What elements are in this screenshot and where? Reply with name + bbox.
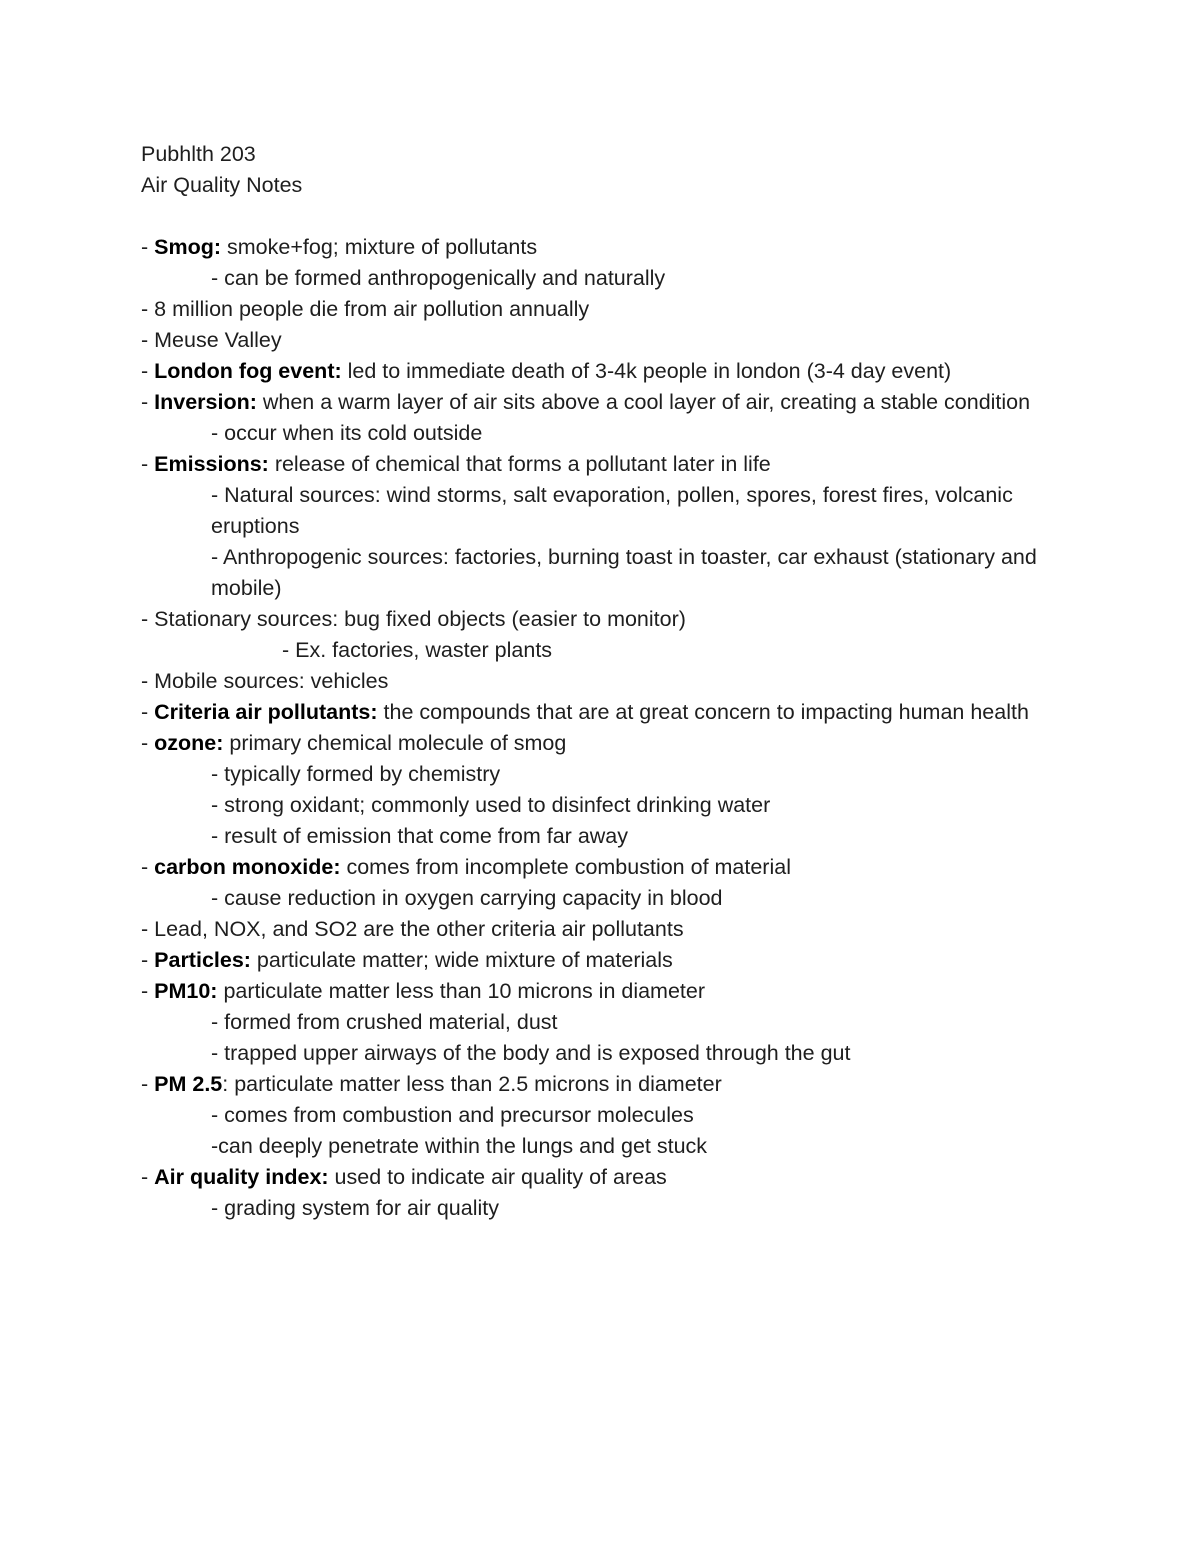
- bullet-dash: -: [141, 1072, 155, 1096]
- note-term: Smog:: [154, 235, 222, 259]
- bullet-dash: -: [211, 1134, 219, 1158]
- note-text: used to indicate air quality of areas: [328, 1165, 667, 1189]
- note-term: Air quality index:: [154, 1165, 329, 1189]
- course-title: Pubhlth 203: [141, 142, 256, 166]
- bullet-dash: -: [141, 917, 155, 941]
- bullet-dash: -: [141, 607, 155, 631]
- note-line: [141, 976, 1061, 1007]
- note-line: [141, 1162, 1061, 1193]
- note-line: [141, 294, 1061, 325]
- note-line: [141, 449, 1061, 480]
- note-line: [141, 1007, 1061, 1038]
- note-text: can be formed anthropogenically and naturally: [224, 266, 666, 290]
- note-term: ozone:: [154, 731, 224, 755]
- note-text: the compounds that are at great concern to impacting human health: [377, 700, 1029, 724]
- note-line: [141, 356, 1061, 387]
- note-text: formed from crushed material, dust: [224, 1010, 558, 1034]
- note-term: Inversion:: [154, 390, 257, 414]
- note-line: [141, 1069, 1061, 1100]
- note-line: [141, 1038, 1061, 1069]
- note-text: particulate matter less than 10 microns in diameter: [217, 979, 706, 1003]
- note-term: PM 2.5: [154, 1072, 223, 1096]
- note-line: [141, 914, 1061, 945]
- document-title: Air Quality Notes: [141, 173, 303, 197]
- note-term: Emissions:: [154, 452, 269, 476]
- bullet-dash: -: [282, 638, 296, 662]
- note-text: typically formed by chemistry: [224, 762, 501, 786]
- note-line: [141, 697, 1061, 728]
- note-line: [141, 666, 1061, 697]
- note-line: [141, 542, 1061, 604]
- note-text: comes from incomplete combustion of material: [340, 855, 791, 879]
- note-line: [141, 728, 1061, 759]
- note-term: Criteria air pollutants:: [154, 700, 378, 724]
- note-line: [141, 1131, 1061, 1162]
- note-text: Natural sources: wind storms, salt evaporation, pollen, spores, forest fires, volcanic eruptions: [211, 483, 1019, 538]
- note-line: [141, 1193, 1061, 1224]
- note-line: [141, 790, 1061, 821]
- bullet-dash: -: [141, 731, 155, 755]
- bullet-dash: -: [141, 700, 155, 724]
- note-term: carbon monoxide:: [154, 855, 341, 879]
- bullet-dash: -: [211, 886, 225, 910]
- bullet-dash: -: [141, 855, 155, 879]
- note-text: when a warm layer of air sits above a cool layer of air, creating a stable condition: [256, 390, 1031, 414]
- note-term: London fog event:: [154, 359, 342, 383]
- note-text: primary chemical molecule of smog: [223, 731, 567, 755]
- bullet-dash: -: [211, 824, 225, 848]
- bullet-dash: -: [211, 545, 223, 569]
- note-line: [141, 418, 1061, 449]
- note-text: can deeply penetrate within the lungs and get stuck: [218, 1134, 708, 1158]
- note-line: [141, 387, 1061, 418]
- note-text: 8 million people die from air pollution annually: [154, 297, 590, 321]
- notes-list: [141, 232, 1061, 1224]
- bullet-dash: -: [141, 948, 155, 972]
- note-text: particulate matter; wide mixture of materials: [250, 948, 673, 972]
- note-line: [141, 945, 1061, 976]
- bullet-dash: -: [211, 421, 225, 445]
- note-text: occur when its cold outside: [224, 421, 483, 445]
- note-line: [141, 604, 1061, 635]
- note-line: [141, 821, 1061, 852]
- blank-line: [141, 201, 1061, 232]
- note-text: grading system for air quality: [224, 1196, 499, 1220]
- bullet-dash: -: [211, 762, 225, 786]
- bullet-dash: -: [141, 359, 155, 383]
- note-text: result of emission that come from far away: [224, 824, 629, 848]
- note-term: PM10:: [154, 979, 218, 1003]
- note-text: : particulate matter less than 2.5 microns in diameter: [222, 1072, 722, 1096]
- note-text: Stationary sources: bug fixed objects (easier to monitor): [154, 607, 686, 631]
- note-text: comes from combustion and precursor molecules: [224, 1103, 694, 1127]
- bullet-dash: -: [211, 793, 225, 817]
- bullet-dash: -: [211, 1041, 225, 1065]
- note-text: strong oxidant; commonly used to disinfect drinking water: [224, 793, 771, 817]
- note-line: [141, 883, 1061, 914]
- note-line: [141, 263, 1061, 294]
- bullet-dash: -: [141, 669, 155, 693]
- note-text: trapped upper airways of the body and is exposed through the gut: [224, 1041, 851, 1065]
- bullet-dash: -: [141, 235, 155, 259]
- note-line: [141, 325, 1061, 356]
- document-page: [141, 139, 1061, 1224]
- note-text: release of chemical that forms a pollutant later in life: [268, 452, 771, 476]
- note-text: Lead, NOX, and SO2 are the other criteria air pollutants: [154, 917, 684, 941]
- bullet-dash: -: [141, 979, 155, 1003]
- note-text: Meuse Valley: [154, 328, 282, 352]
- note-line: [141, 635, 1061, 666]
- note-term: Particles:: [154, 948, 251, 972]
- note-line: [141, 759, 1061, 790]
- note-line: [141, 232, 1061, 263]
- note-text: cause reduction in oxygen carrying capacity in blood: [224, 886, 723, 910]
- bullet-dash: -: [141, 1165, 155, 1189]
- note-line: [141, 480, 1061, 542]
- note-text: led to immediate death of 3-4k people in london (3-4 day event): [341, 359, 952, 383]
- note-line: [141, 1100, 1061, 1131]
- bullet-dash: -: [211, 1010, 225, 1034]
- bullet-dash: -: [141, 297, 155, 321]
- bullet-dash: -: [141, 390, 155, 414]
- note-text: Anthropogenic sources: factories, burning toast in toaster, car exhaust (stationary and mobile): [211, 545, 1043, 600]
- note-line: [141, 852, 1061, 883]
- bullet-dash: -: [141, 328, 155, 352]
- bullet-dash: -: [211, 1103, 225, 1127]
- bullet-dash: -: [211, 1196, 225, 1220]
- note-text: Mobile sources: vehicles: [154, 669, 389, 693]
- bullet-dash: -: [211, 266, 225, 290]
- note-text: Ex. factories, waster plants: [295, 638, 553, 662]
- bullet-dash: -: [141, 452, 155, 476]
- bullet-dash: -: [211, 483, 225, 507]
- note-text: smoke+fog; mixture of pollutants: [221, 235, 538, 259]
